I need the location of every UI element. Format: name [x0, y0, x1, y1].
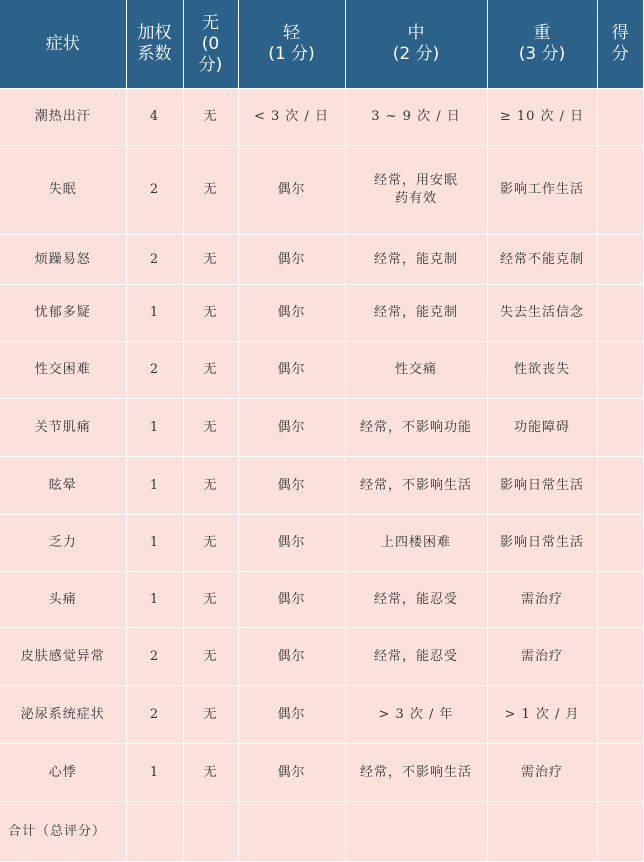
header-weight-line2: 系数: [137, 44, 172, 64]
cell-none: 无: [183, 89, 238, 146]
cell-weight: 1: [126, 744, 183, 802]
cell-score[interactable]: [597, 399, 643, 457]
cell-weight: 2: [126, 342, 183, 399]
cell-score[interactable]: [597, 89, 643, 146]
cell-mild: 偶尔: [238, 457, 345, 515]
total-cell-none: [183, 802, 238, 862]
cell-none: 无: [183, 628, 238, 686]
cell-weight: 1: [126, 457, 183, 515]
header-score-line1: 得: [611, 23, 629, 43]
cell-symptom: 性交困难: [0, 342, 126, 399]
total-cell-weight: [126, 802, 183, 862]
cell-moderate: 经常，不影响功能: [345, 399, 487, 457]
table-row: [0, 89, 643, 146]
total-row: [0, 802, 643, 862]
cell-score[interactable]: [597, 686, 643, 744]
table-row: [0, 342, 643, 399]
total-cell-mild: [238, 802, 345, 862]
cell-severe: 需治疗: [487, 744, 597, 802]
cell-moderate: 经常，能克制: [345, 235, 487, 285]
cell-moderate: 经常，不影响生活: [345, 744, 487, 802]
cell-weight: 1: [126, 285, 183, 342]
cell-severe: 需治疗: [487, 572, 597, 628]
cell-symptom: 皮肤感觉异常: [0, 628, 126, 686]
table-row: [0, 744, 643, 802]
cell-mild: 偶尔: [238, 572, 345, 628]
cell-mild: 偶尔: [238, 686, 345, 744]
table-row: [0, 515, 643, 572]
header-weight-line1: 加权: [137, 23, 172, 43]
header-severe: [487, 0, 597, 89]
cell-score[interactable]: [597, 457, 643, 515]
cell-none: 无: [183, 285, 238, 342]
cell-mild: 偶尔: [238, 399, 345, 457]
cell-symptom: 失眠: [0, 146, 126, 235]
cell-severe: 经常不能克制: [487, 235, 597, 285]
header-mild: [238, 0, 345, 89]
cell-symptom: 烦躁易怒: [0, 235, 126, 285]
cell-none: 无: [183, 457, 238, 515]
cell-severe: 影响工作生活: [487, 146, 597, 235]
cell-score[interactable]: [597, 572, 643, 628]
cell-symptom: 乏力: [0, 515, 126, 572]
table-row: [0, 628, 643, 686]
table-row: [0, 146, 643, 235]
cell-mild: 偶尔: [238, 744, 345, 802]
table-row: [0, 399, 643, 457]
cell-weight: 2: [126, 686, 183, 744]
cell-none: 无: [183, 572, 238, 628]
cell-moderate: 经常，能忍受: [345, 628, 487, 686]
total-cell-score[interactable]: [597, 802, 643, 862]
cell-severe: 功能障碍: [487, 399, 597, 457]
cell-weight: 1: [126, 399, 183, 457]
cell-weight: 2: [126, 235, 183, 285]
cell-severe: 性欲丧失: [487, 342, 597, 399]
cell-weight: 2: [126, 146, 183, 235]
header-severe-line2: (3 分): [518, 44, 566, 64]
header-symptom-text: 症状: [45, 33, 80, 54]
cell-none: 无: [183, 515, 238, 572]
cell-none: 无: [183, 399, 238, 457]
cell-weight: 1: [126, 572, 183, 628]
table-row: [0, 235, 643, 285]
cell-moderate: 性交痛: [345, 342, 487, 399]
cell-symptom: 眩晕: [0, 457, 126, 515]
table-row: [0, 285, 643, 342]
cell-score[interactable]: [597, 146, 643, 235]
cell-mild: 偶尔: [238, 146, 345, 235]
cell-moderate: 经常，能忍受: [345, 572, 487, 628]
cell-severe: > 1 次 / 月: [487, 686, 597, 744]
header-none-line2: (0: [201, 33, 220, 54]
cell-severe: 影响日常生活: [487, 457, 597, 515]
header-moderate-line1: 中: [407, 23, 425, 43]
cell-moderate: 上四楼困难: [345, 515, 487, 572]
cell-symptom: 头痛: [0, 572, 126, 628]
header-none: [183, 0, 238, 89]
cell-score[interactable]: [597, 285, 643, 342]
total-cell-moderate: [345, 802, 487, 862]
table-body: [0, 89, 643, 862]
cell-symptom: 泌尿系统症状: [0, 686, 126, 744]
header-mild-line1: 轻: [283, 23, 300, 43]
cell-severe: 需治疗: [487, 628, 597, 686]
cell-mild: 偶尔: [238, 342, 345, 399]
total-label: 合计（总评分）: [0, 802, 126, 862]
cell-mild: 偶尔: [238, 285, 345, 342]
header-row: [0, 0, 643, 89]
cell-none: 无: [183, 744, 238, 802]
cell-none: 无: [183, 342, 238, 399]
cell-weight: 4: [126, 89, 183, 146]
cell-mild: < 3 次 / 日: [238, 89, 345, 146]
table-row: [0, 686, 643, 744]
cell-severe: ≥ 10 次 / 日: [487, 89, 597, 146]
cell-symptom: 潮热出汗: [0, 89, 126, 146]
cell-score[interactable]: [597, 628, 643, 686]
header-score-line2: 分: [611, 44, 629, 64]
table-row: [0, 457, 643, 515]
cell-score[interactable]: [597, 235, 643, 285]
cell-none: 无: [183, 146, 238, 235]
cell-moderate: 经常，不影响生活: [345, 457, 487, 515]
header-none-line3: 分): [198, 54, 223, 75]
header-moderate-line2: (2 分): [392, 44, 440, 64]
cell-severe: 影响日常生活: [487, 515, 597, 572]
cell-mild: 偶尔: [238, 628, 345, 686]
cell-symptom: 忧郁多疑: [0, 285, 126, 342]
header-score: [597, 0, 643, 89]
cell-score[interactable]: [597, 515, 643, 572]
cell-score[interactable]: [597, 342, 643, 399]
cell-weight: 1: [126, 515, 183, 572]
header-moderate: [345, 0, 487, 89]
cell-score[interactable]: [597, 744, 643, 802]
header-none-line1: 无: [202, 12, 219, 33]
header-mild-line2: (1 分): [268, 44, 315, 64]
cell-moderate: 3 ~ 9 次 / 日: [345, 89, 487, 146]
cell-weight: 2: [126, 628, 183, 686]
total-cell-severe: [487, 802, 597, 862]
header-severe-line1: 重: [533, 23, 551, 43]
cell-severe: 失去生活信念: [487, 285, 597, 342]
table-row: [0, 572, 643, 628]
cell-none: 无: [183, 686, 238, 744]
cell-symptom: 关节肌痛: [0, 399, 126, 457]
cell-none: 无: [183, 235, 238, 285]
cell-moderate: > 3 次 / 年: [345, 686, 487, 744]
cell-mild: 偶尔: [238, 515, 345, 572]
header-weight: [126, 0, 183, 89]
header-symptom: [0, 0, 126, 89]
cell-moderate: 经常，用安眠药有效: [345, 146, 487, 235]
cell-moderate: 经常，能克制: [345, 285, 487, 342]
cell-symptom: 心悸: [0, 744, 126, 802]
cell-mild: 偶尔: [238, 235, 345, 285]
